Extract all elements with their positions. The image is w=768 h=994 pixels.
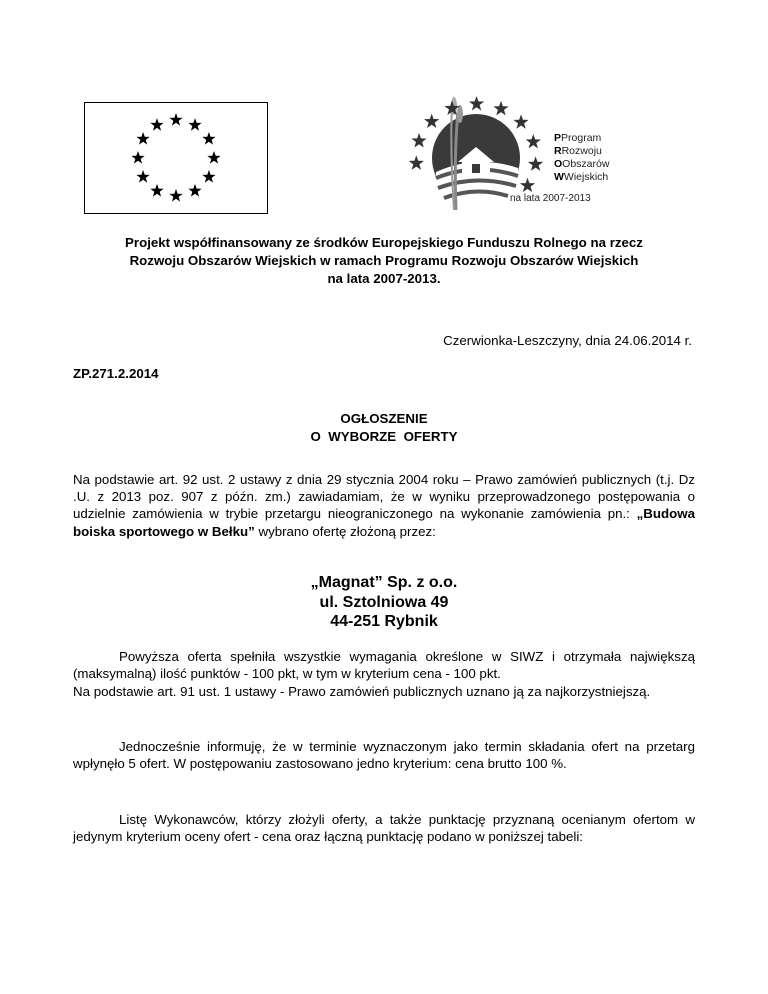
prow-line: RRozwoju: [554, 145, 602, 157]
paragraph-most-advantageous: Na podstawie art. 91 ust. 1 ustawy - Prawo zamówień publicznych uznano ją za najkorzystniejszą.: [73, 684, 651, 699]
prow-line: OObszarów: [554, 158, 610, 170]
eu-star: [136, 170, 149, 183]
paragraph-bidders-list: Listę Wykonawców, którzy złożyli oferty, a także punktację przyznaną ocenianym ofertom w jedynym kryterium oceny ofert - cena oraz łączną punktację podano w poniższej tabeli:: [73, 812, 695, 845]
eu-star: [136, 132, 149, 145]
prow-star: [513, 114, 528, 128]
paragraph-offers-received: Jednocześnie informuję, że w terminie wyznaczonym jako termin składania ofert na przetarg wpłynęło 5 ofert. W postępowaniu zastosowano jedno kryterium: cena brutto 100 %.: [73, 739, 695, 772]
project-heading-line: na lata 2007-2013.: [327, 271, 441, 286]
paragraph-legal-basis: [73, 471, 695, 540]
winner-name: „Magnat” Sp. z o.o.: [310, 574, 458, 591]
project-heading-line: Projekt współfinansowany ze środków Europejskiego Funduszu Rolnego na rzecz: [125, 235, 643, 250]
eu-star: [188, 118, 201, 131]
notice-title-line: O WYBORZE OFERTY: [310, 429, 458, 444]
winner-city: 44-251 Rybnik: [330, 613, 438, 630]
eu-star: [202, 170, 215, 183]
place-date: Czerwionka-Leszczyny, dnia 24.06.2014 r.: [443, 333, 692, 348]
prow-star: [411, 133, 426, 147]
prow-star: [469, 96, 484, 110]
prow-years: na lata 2007-2013: [510, 193, 591, 204]
prow-star: [409, 155, 424, 169]
prow-star: [520, 178, 535, 192]
notice-title: [60, 410, 708, 446]
eu-star: [169, 189, 182, 202]
eu-star: [207, 151, 220, 164]
prow-line: PProgram: [554, 132, 602, 144]
prow-line: WWiejskich: [554, 171, 609, 183]
paragraph-score: Powyższa oferta spełniła wszystkie wymagania określone w SIWZ i otrzymała największą (maksymalną) ilość punktów - 100 pkt, w tym w kryterium cena - 100 pkt.: [73, 649, 695, 682]
paragraph-text: wybrano ofertę złożoną przez:: [254, 523, 436, 539]
prow-star: [493, 101, 508, 115]
eu-star: [202, 132, 215, 145]
winning-bidder: [60, 573, 708, 632]
project-heading: [60, 234, 708, 288]
eu-flag-icon: [85, 103, 267, 213]
eu-star: [150, 118, 163, 131]
prow-star: [526, 134, 541, 148]
eu-star: [169, 113, 182, 126]
project-heading-line: Rozwoju Obszarów Wiejskich w ramach Programu Rozwoju Obszarów Wiejskich: [129, 253, 639, 268]
eu-star: [131, 151, 144, 164]
prow-star: [424, 114, 439, 128]
eu-flag-logo: [84, 102, 268, 214]
prow-star: [528, 156, 543, 170]
prow-program-name: [554, 132, 609, 184]
notice-title-line: OGŁOSZENIE: [340, 411, 428, 426]
eu-star: [188, 184, 201, 197]
winner-street: ul. Sztolniowa 49: [319, 593, 449, 611]
paragraph-text: Na podstawie art. 92 ust. 2 ustawy z dnia 29 stycznia 2004 roku – Prawo zamówień publicznych (t.j. Dz .U. z 2013 poz. 907 z późn. zm.) zawiadamiam, że w wyniku przeprowadzonego postępowania o udzielnie zamówienia w trybie przetargu nieograniczonego na wykonanie zamówienia pn.:: [73, 472, 695, 522]
reference-number: ZP.271.2.2014: [73, 366, 159, 381]
contract-name: „Budowa boiska sportowego w Bełku”: [73, 506, 695, 539]
eu-star: [150, 184, 163, 197]
